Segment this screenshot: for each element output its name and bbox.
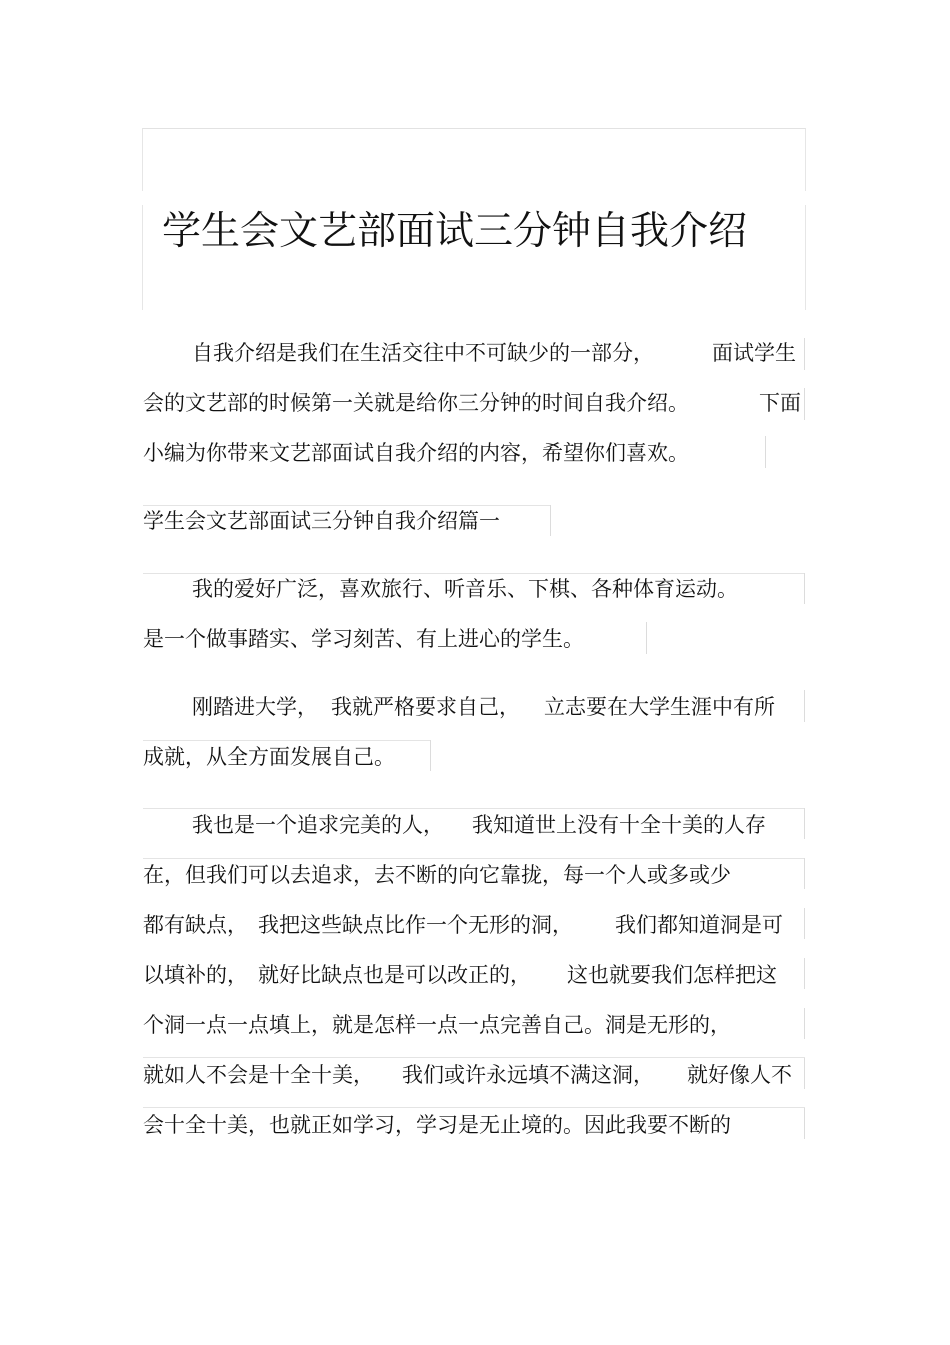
text-box-edge (143, 1107, 805, 1108)
para3-line-6a: 就如人不会是十全十美， (143, 1063, 374, 1087)
para1-line-1: 我的爱好广泛，喜欢旅行、听音乐、下棋、各种体育运动。 (192, 577, 738, 601)
para3-line-6c: 就好像人不 (687, 1063, 792, 1087)
document-title: 学生会文艺部面试三分钟自我介绍 (162, 209, 748, 254)
para2-line-1c: 立志要在大学生涯中有所 (544, 695, 775, 719)
para3-line-3b: 我把这些缺点比作一个无形的洞， (258, 913, 573, 937)
para3-line-2: 在，但我们可以去追求，去不断的向它靠拢，每一个人或多或少 (143, 863, 731, 887)
text-box-edge (804, 908, 805, 939)
frame-gap (141, 191, 145, 205)
section-heading: 学生会文艺部面试三分钟自我介绍篇一 (143, 509, 500, 533)
para3-line-7: 会十全十美，也就正如学习，学习是无止境的。因此我要不断的 (143, 1113, 731, 1137)
text-box-edge (804, 1108, 805, 1139)
text-box-edge (804, 388, 805, 420)
intro-line-3: 小编为你带来文艺部面试自我介绍的内容，希望你们喜欢。 (143, 441, 689, 465)
para3-line-4b: 就好比缺点也是可以改正的， (258, 963, 531, 987)
text-box-edge (765, 436, 766, 468)
text-box-edge (804, 338, 805, 370)
para1-line-2: 是一个做事踏实、学习刻苦、有上进心的学生。 (143, 627, 584, 651)
para2-line-1a: 刚踏进大学， (192, 695, 318, 719)
para3-line-5: 个洞一点一点填上，就是怎样一点一点完善自己。洞是无形的， (143, 1013, 731, 1037)
text-box-edge (143, 858, 805, 859)
text-box-edge (550, 505, 551, 536)
para3-line-6b: 我们或许永远填不满这洞， (402, 1063, 654, 1087)
frame-gap (803, 191, 807, 205)
text-box-edge (804, 690, 805, 722)
para3-line-4a: 以填补的， (143, 963, 248, 987)
para3-line-4c: 这也就要我们怎样把这 (567, 963, 777, 987)
text-box-edge (804, 958, 805, 989)
intro-line-1a: 自我介绍是我们在生活交往中不可缺少的一部分， (192, 341, 654, 365)
text-box-edge (804, 1008, 805, 1039)
text-box-edge (646, 622, 647, 654)
intro-line-2a: 会的文艺部的时候第一关就是给你三分钟的时间自我介绍。 (143, 391, 689, 415)
intro-line-1b: 面试学生 (712, 341, 796, 365)
para3-line-1b: 我知道世上没有十全十美的人存 (472, 813, 766, 837)
para2-line-1b: 我就严格要求自己， (331, 695, 520, 719)
intro-line-2b: 下面 (759, 391, 801, 415)
text-box-edge (143, 1057, 805, 1058)
text-box-edge (430, 740, 431, 771)
para2-line-2: 成就，从全方面发展自己。 (143, 745, 395, 769)
text-box-edge (143, 808, 805, 809)
text-box-edge (804, 1058, 805, 1089)
text-box-edge (804, 573, 805, 604)
para3-line-1a: 我也是一个追求完美的人， (192, 813, 444, 837)
para3-line-3c: 我们都知道洞是可 (615, 913, 783, 937)
para3-line-3a: 都有缺点， (143, 913, 248, 937)
text-box-edge (143, 740, 430, 741)
text-box-edge (804, 808, 805, 839)
text-box-edge (804, 858, 805, 889)
